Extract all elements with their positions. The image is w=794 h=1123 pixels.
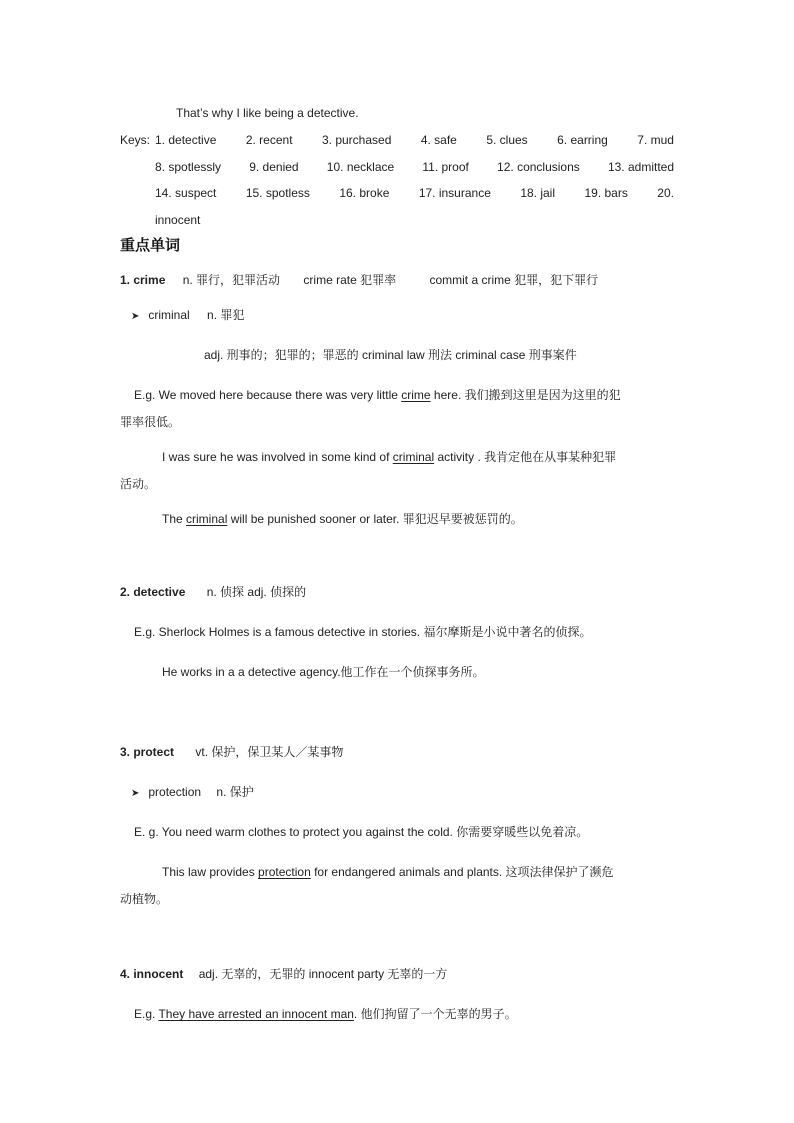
key-item: 4. safe — [420, 133, 457, 147]
example-text: I was sure he was involved in some kind of — [162, 450, 393, 464]
key-item: 8. spotlessly — [155, 160, 222, 174]
example-sentence — [162, 866, 614, 878]
example-sentence — [162, 451, 616, 463]
example-text: activity . 我肯定他在从事某种犯罪 — [434, 450, 617, 464]
key-item: 19. bars — [584, 186, 628, 200]
key-item: 7. mud — [637, 133, 674, 147]
derived-word: protection — [148, 785, 202, 799]
key-item: 10. necklace — [326, 160, 395, 174]
entry-definition: vt. 保护，保卫某人／某事物 — [195, 745, 344, 759]
entry-crime-header — [120, 274, 598, 286]
key-item: 20. — [657, 186, 674, 200]
entry-headword: 4. innocent — [120, 967, 184, 981]
keys-row-3 — [155, 187, 674, 199]
example-text: This law provides — [162, 865, 259, 879]
derived-definition: n. 保护 — [216, 785, 254, 799]
example-text: here. 我们搬到这里是因为这里的犯 — [430, 388, 621, 402]
key-item: 12. conclusions — [497, 160, 580, 174]
key-item: 15. spotless — [245, 186, 310, 200]
entry-detective-header — [120, 586, 306, 598]
intro-line: That’s why I like being a detective. — [176, 106, 359, 120]
example-sentence — [162, 513, 523, 525]
key-item: 11. proof — [422, 160, 469, 174]
entry-protect-header — [120, 746, 343, 758]
underlined-word: criminal — [186, 512, 228, 526]
arrow-bullet-icon: ➤ — [131, 788, 140, 799]
underlined-word: criminal — [392, 450, 435, 464]
entry-definition: n. 罪行，犯罪活动 — [182, 273, 281, 287]
key-item: 18. jail — [520, 186, 556, 200]
underlined-word: crime — [401, 388, 431, 402]
entry-phrase: crime rate 犯罪率 — [303, 273, 397, 287]
derived-adj-line: adj. 刑事的；犯罪的；罪恶的 criminal law 刑法 criminal case 刑事案件 — [204, 348, 577, 362]
entry-headword: 1. crime — [120, 273, 166, 287]
keys-overflow: innocent — [155, 213, 201, 227]
example-continuation: 罪率很低。 — [120, 415, 181, 429]
entry-definition: adj. 无辜的，无罪的 innocent party 无辜的一方 — [198, 967, 448, 981]
key-item: 16. broke — [339, 186, 390, 200]
example-text: E.g. We moved here because there was very little — [134, 388, 402, 402]
key-item: 3. purchased — [321, 133, 392, 147]
entry-headword: 2. detective — [120, 585, 186, 599]
example-text: for endangered animals and plants. 这项法律保护了濒危 — [310, 865, 614, 879]
example-sentence — [134, 389, 621, 401]
example-text: E.g. — [134, 1007, 159, 1021]
example-sentence: E. g. You need warm clothes to protect you against the cold. 你需要穿暖些以免着凉。 — [134, 825, 589, 839]
entry-phrase: commit a crime 犯罪，犯下罪行 — [429, 273, 599, 287]
arrow-bullet-icon: ➤ — [131, 311, 140, 322]
derived-word: criminal — [148, 308, 190, 322]
example-sentence: E.g. Sherlock Holmes is a famous detective in stories. 福尔摩斯是小说中著名的侦探。 — [134, 625, 592, 639]
key-item: 6. earring — [557, 133, 608, 147]
example-sentence: He works in a a detective agency.他工作在一个侦探事务所。 — [162, 665, 485, 679]
underlined-word: protection — [258, 865, 311, 879]
example-text: The — [162, 512, 187, 526]
key-item: 2. recent — [245, 133, 293, 147]
keys-label: Keys: — [120, 133, 151, 147]
example-text: . 他们拘留了一个无辜的男子。 — [353, 1007, 517, 1021]
section-title: 重点单词 — [120, 237, 181, 254]
key-item: 1. detective — [155, 133, 217, 147]
derived-definition: n. 罪犯 — [207, 308, 245, 322]
underlined-phrase: They have arrested an innocent man — [158, 1007, 354, 1021]
entry-definition: n. 侦探 adj. 侦探的 — [206, 585, 307, 599]
example-continuation: 动植物。 — [120, 892, 169, 906]
keys-row-2 — [155, 161, 674, 173]
key-item: 14. suspect — [155, 186, 217, 200]
key-item: 9. denied — [249, 160, 299, 174]
entry-crime-derived — [131, 309, 244, 322]
key-item: 17. insurance — [418, 186, 491, 200]
key-item: 5. clues — [486, 133, 528, 147]
example-continuation: 活动。 — [120, 477, 157, 491]
key-item: 13. admitted — [607, 160, 674, 174]
example-sentence — [134, 1008, 517, 1020]
keys-row-1 — [155, 134, 674, 146]
entry-protect-derived — [131, 786, 254, 799]
example-text: will be punished sooner or later. 罪犯迟早要被惩罚的。 — [227, 512, 523, 526]
entry-headword: 3. protect — [120, 745, 175, 759]
entry-innocent-header — [120, 968, 447, 980]
